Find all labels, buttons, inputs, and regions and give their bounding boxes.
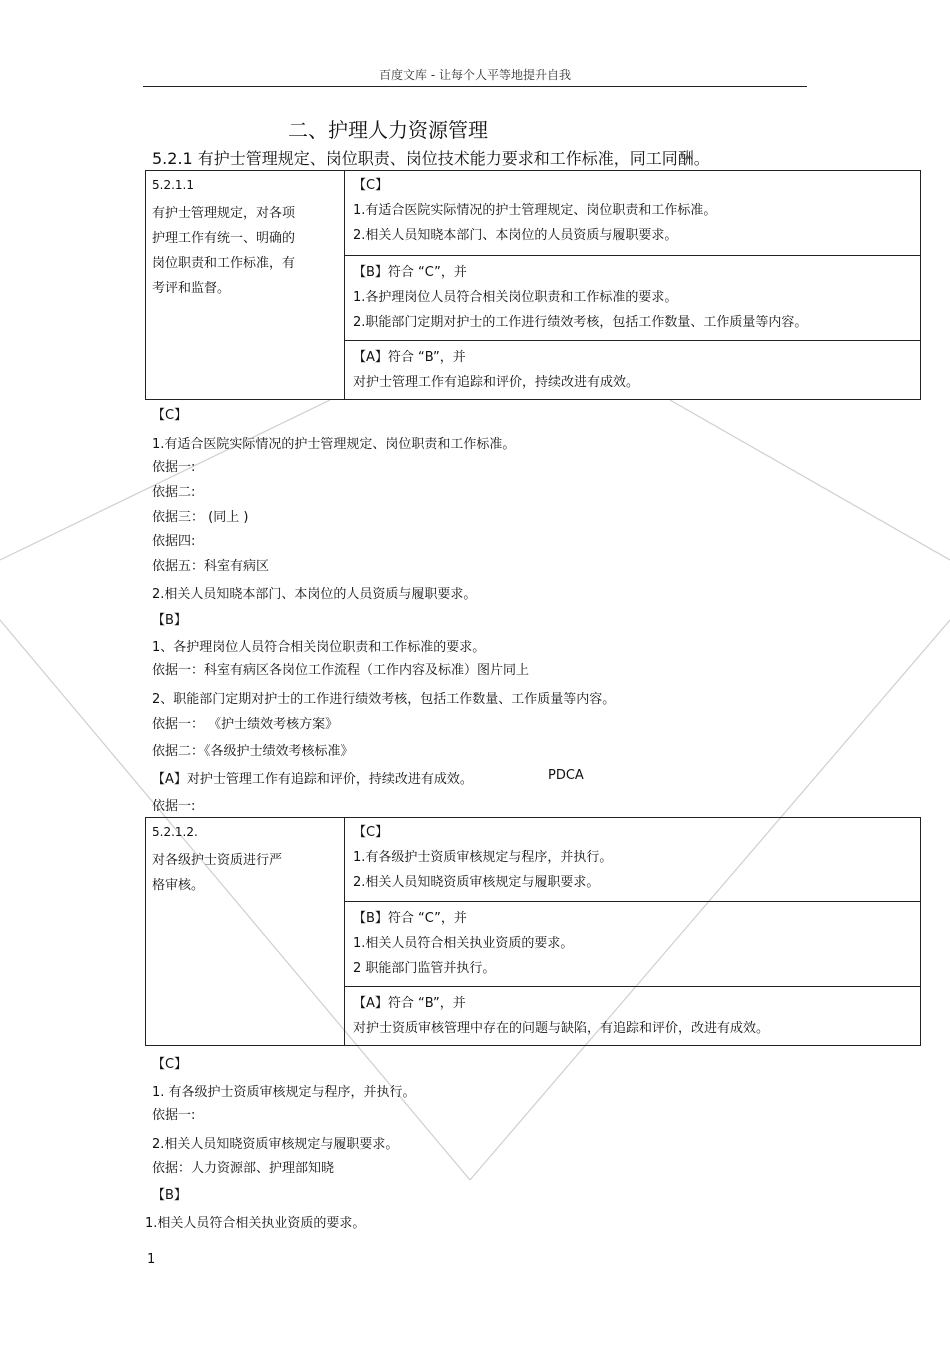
grade-a-item: 对护士资质审核管理中存在的问题与缺陷，有追踪和评价，改进有成效。 [353,1021,770,1036]
standard-desc-line: 考评和监督。 [152,281,231,296]
basis-line: 依据一: [152,460,196,475]
section-subtitle: 5.2.1 有护士管理规定、岗位职责、岗位技术能力要求和工作标准，同工同酬。 [152,149,710,168]
c-item-1: 1. 有各级护士资质审核规定与程序，并执行。 [152,1085,416,1100]
basis-line: 依据二: [152,485,196,500]
grade-a-cell [345,341,921,400]
standard-desc-cell [146,171,345,400]
b-label: 【B】 [152,613,187,628]
basis-line: 依据一： 《护士绩效考核方案》 [152,717,339,732]
c-item-2: 2.相关人员知晓资质审核规定与履职要求。 [152,1137,399,1152]
grade-c-item: 1.有适合医院实际情况的护士管理规定、岗位职责和工作标准。 [353,203,717,218]
b-item-1: 1、各护理岗位人员符合相关岗位职责和工作标准的要求。 [152,640,486,655]
basis-line: 依据五：科室有病区 [152,559,270,574]
grade-b-heading: 【B】符合 “C”，并 [353,265,467,280]
b-item-1: 1.相关人员符合相关执业资质的要求。 [145,1216,366,1231]
basis-line: 依据一: [152,799,196,814]
basis-line: 依据：人力资源部、护理部知晓 [152,1161,335,1176]
grade-a-heading: 【A】符合 “B”，并 [353,996,466,1011]
basis-line: 依据三： (同上 ) [152,510,249,525]
grade-c-item: 2.相关人员知晓资质审核规定与履职要求。 [353,875,600,890]
c-label: 【C】 [152,1057,188,1072]
standard-table-5-2-1-1 [145,170,921,400]
page-title: 二、护理人力资源管理 [288,118,488,142]
basis-line: 依据一：科室有病区各岗位工作流程（工作内容及标准）图片同上 [152,663,530,678]
standard-desc-line: 对各级护士资质进行严 [152,853,283,868]
header-divider [143,86,807,87]
grade-b-cell [345,902,921,987]
grade-c-heading: 【C】 [353,825,389,840]
grade-b-item: 2 职能部门监管并执行。 [353,961,496,976]
page-number: 1 [147,1252,156,1267]
b-item-2: 2、职能部门定期对护士的工作进行绩效考核，包括工作数量、工作质量等内容。 [152,692,616,707]
standard-desc-line: 有护士管理规定，对各项 [152,206,296,221]
pdca-tag: PDCA [548,768,584,783]
c-item-1: 1.有适合医院实际情况的护士管理规定、岗位职责和工作标准。 [152,437,516,452]
grade-c-item: 2.相关人员知晓本部门、本岗位的人员资质与履职要求。 [353,228,678,243]
grade-b-cell [345,256,921,341]
grade-c-heading: 【C】 [353,178,389,193]
standard-table-5-2-1-2 [145,817,921,1046]
c-label: 【C】 [152,408,188,423]
standard-desc-line: 护理工作有统一、明确的 [152,231,296,246]
grade-c-cell [345,171,921,256]
c-item-2: 2.相关人员知晓本部门、本岗位的人员资质与履职要求。 [152,587,477,602]
b-label: 【B】 [152,1188,187,1203]
grade-b-item: 1.相关人员符合相关执业资质的要求。 [353,936,574,951]
grade-b-heading: 【B】符合 “C”，并 [353,911,467,926]
grade-b-item: 2.职能部门定期对护士的工作进行绩效考核，包括工作数量、工作质量等内容。 [353,315,808,330]
basis-line: 依据一: [152,1108,196,1123]
grade-c-cell [345,818,921,902]
standard-desc-cell [146,818,345,1046]
standard-desc-line: 格审核。 [152,878,205,893]
grade-a-item: 对护士管理工作有追踪和评价，持续改进有成效。 [353,375,640,390]
a-item: 【A】对护士管理工作有追踪和评价，持续改进有成效。 [152,772,473,787]
standard-code: 5.2.1.1 [152,178,194,192]
standard-code: 5.2.1.2. [152,825,198,839]
grade-a-heading: 【A】符合 “B”，并 [353,350,466,365]
basis-line: 依据四: [152,534,196,549]
standard-desc-line: 岗位职责和工作标准，有 [152,256,296,271]
grade-c-item: 1.有各级护士资质审核规定与程序，并执行。 [353,850,613,865]
page-header: 百度文库 - 让每个人平等地提升自我 [379,68,571,82]
basis-line: 依据二：《各级护士绩效考核标准》 [152,744,354,759]
grade-b-item: 1.各护理岗位人员符合相关岗位职责和工作标准的要求。 [353,290,678,305]
grade-a-cell [345,987,921,1046]
